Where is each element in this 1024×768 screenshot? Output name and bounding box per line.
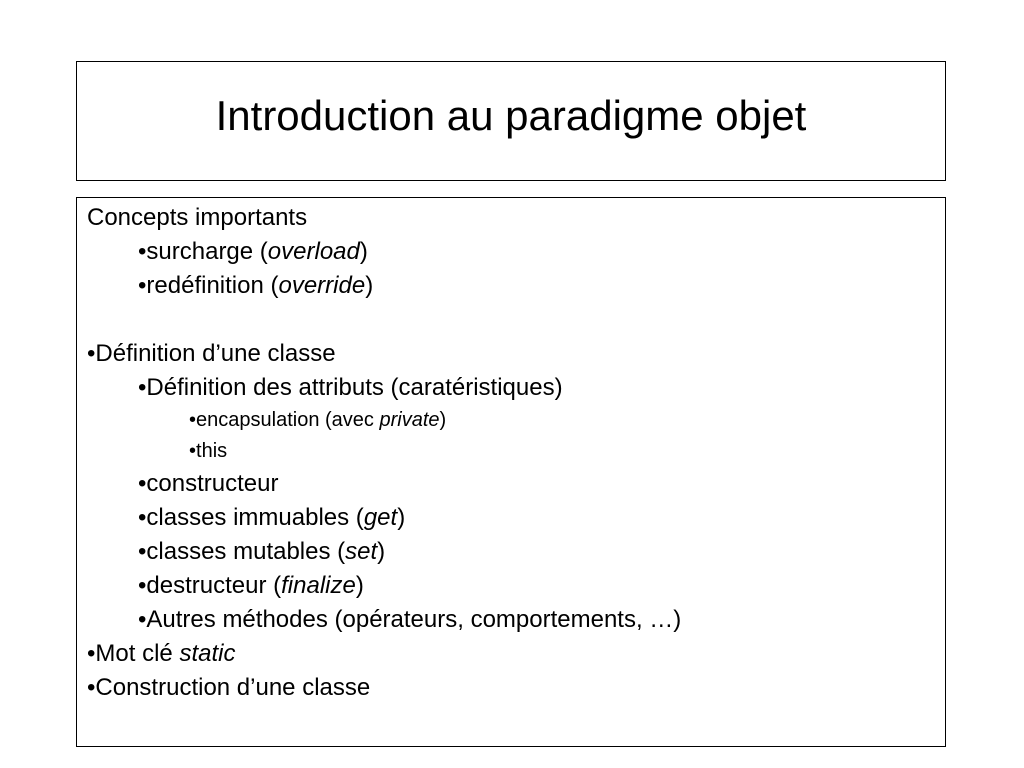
slide-title-box — [76, 61, 946, 181]
item-text: destructeur ( — [146, 572, 282, 599]
item-text: this — [196, 440, 228, 462]
item-text: surcharge ( — [146, 238, 268, 265]
list-item-definition-classe — [77, 337, 945, 371]
bullet: • — [138, 238, 147, 265]
item-emphasis: static — [179, 640, 236, 667]
bullet: • — [87, 674, 96, 701]
item-emphasis: private — [379, 409, 440, 431]
item-emphasis: override — [278, 272, 366, 299]
list-item-redefinition — [77, 269, 945, 303]
item-text: Définition d’une classe — [95, 340, 336, 367]
item-text: classes immuables ( — [146, 504, 364, 531]
list-item-definition-attributs — [77, 371, 945, 405]
slide-content-box — [76, 197, 946, 747]
item-text: redéfinition ( — [146, 272, 279, 299]
list-item-classes-immuables — [77, 501, 945, 535]
bullet: • — [138, 572, 147, 599]
bullet: • — [138, 272, 147, 299]
slide-title: Introduction au paradigme objet — [215, 92, 807, 139]
item-text: Autres méthodes (opérateurs, comportements, …) — [146, 606, 682, 633]
item-text: encapsulation (avec — [196, 409, 380, 431]
list-item-construction-classe — [77, 671, 945, 705]
bullet: • — [138, 538, 147, 565]
list-item-autres-methodes — [77, 603, 945, 637]
item-close: ) — [397, 504, 406, 531]
bullet: • — [138, 504, 147, 531]
bullet: • — [189, 409, 197, 431]
item-emphasis: overload — [267, 238, 360, 265]
list-item-mot-cle-static — [77, 637, 945, 671]
item-close: ) — [377, 538, 386, 565]
list-item-constructeur — [77, 467, 945, 501]
item-close: ) — [355, 572, 364, 599]
item-emphasis: set — [345, 538, 378, 565]
list-item-this — [77, 436, 945, 467]
item-text: Construction d’une classe — [95, 674, 371, 701]
list-item-destructeur — [77, 569, 945, 603]
item-close: ) — [439, 409, 447, 431]
item-emphasis: get — [363, 504, 398, 531]
bullet: • — [138, 374, 147, 401]
list-item-encapsulation — [77, 405, 945, 436]
bullet: • — [138, 470, 147, 497]
item-close: ) — [365, 272, 374, 299]
bullet: • — [87, 640, 96, 667]
bullet: • — [138, 606, 147, 633]
item-close: ) — [359, 238, 368, 265]
item-text: constructeur — [146, 470, 279, 497]
item-emphasis: finalize — [281, 572, 356, 599]
bullet: • — [87, 340, 96, 367]
bullet: • — [189, 440, 197, 462]
list-item-surcharge — [77, 235, 945, 269]
heading-text: Concepts importants — [87, 204, 308, 231]
blank-line — [77, 303, 945, 337]
item-text: classes mutables ( — [146, 538, 346, 565]
item-text: Mot clé — [95, 640, 180, 667]
list-item-classes-mutables — [77, 535, 945, 569]
heading-concepts-importants — [77, 201, 945, 235]
item-text: Définition des attributs (caratéristiques) — [146, 374, 563, 401]
